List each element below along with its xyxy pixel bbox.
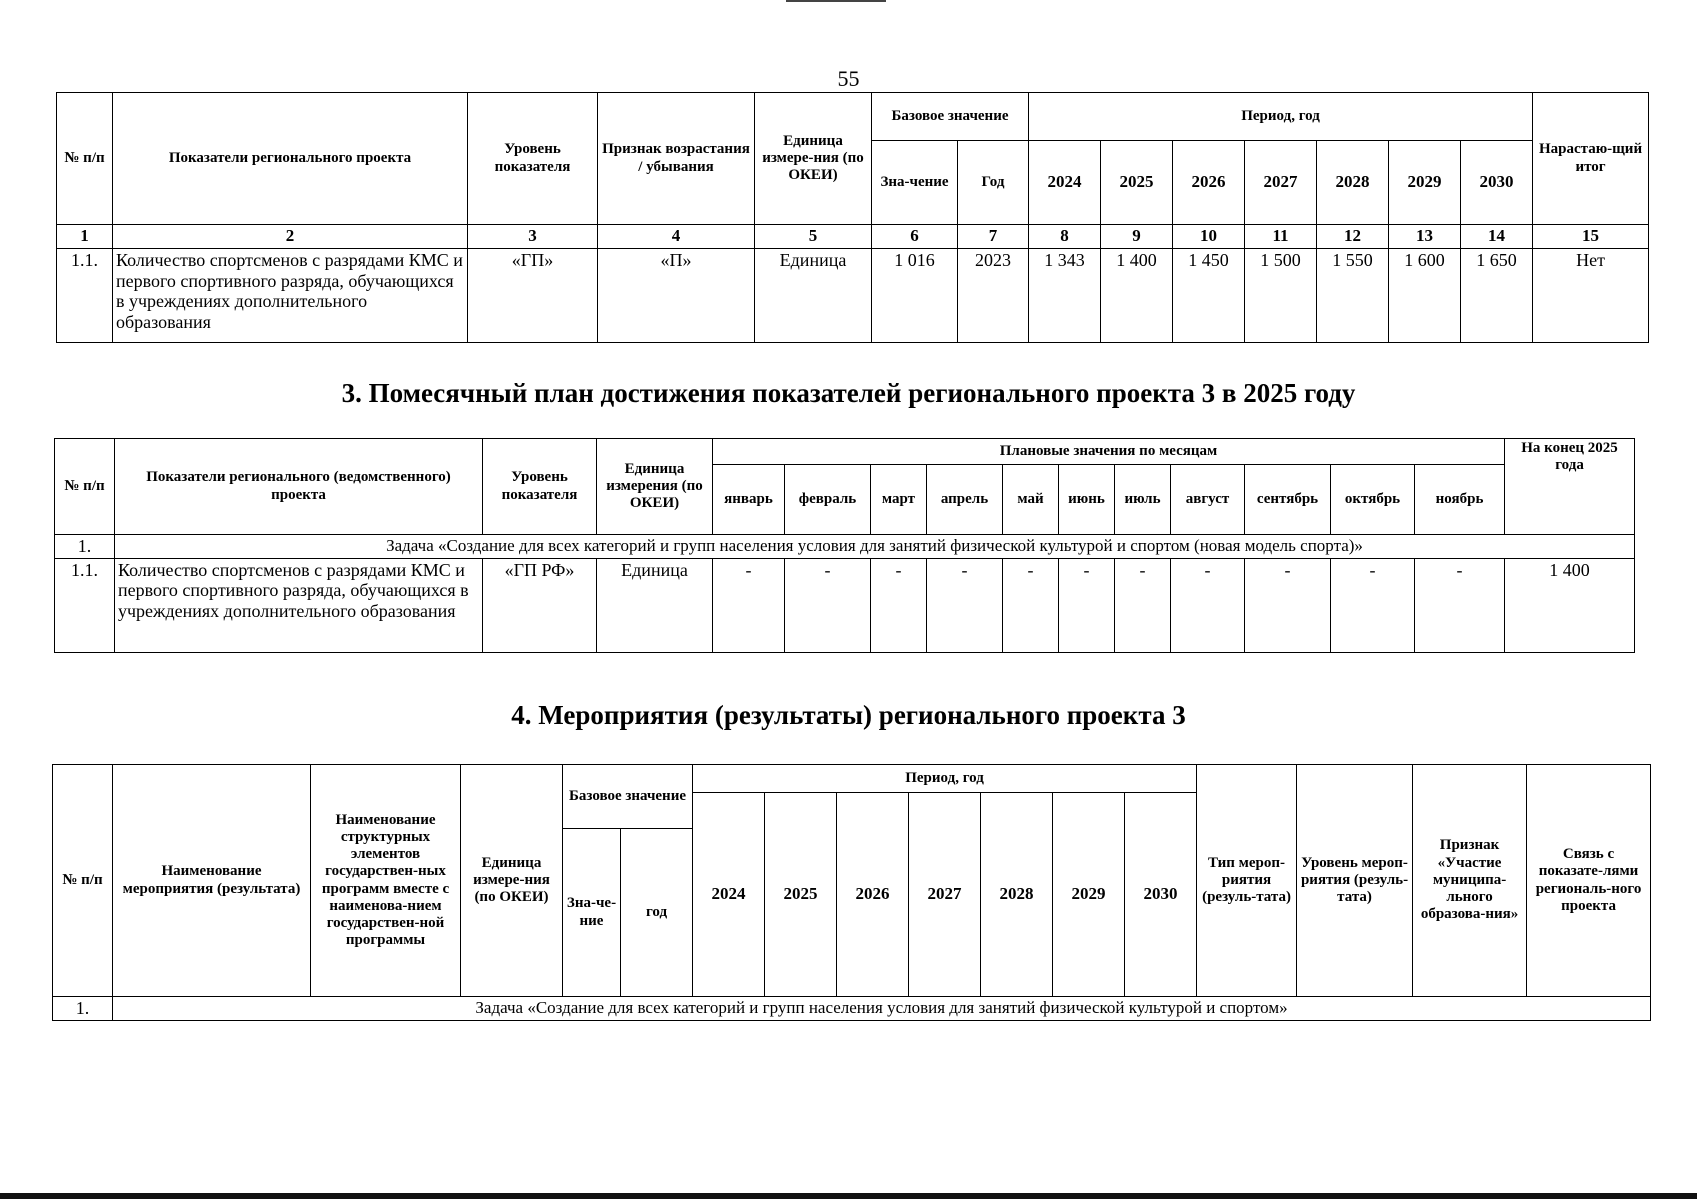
row-base-year: 2023 <box>958 249 1029 343</box>
row-month-value: - <box>927 558 1003 652</box>
header-month: январь <box>713 465 785 535</box>
column-number: 11 <box>1245 225 1317 249</box>
column-number: 3 <box>468 225 598 249</box>
column-number: 12 <box>1317 225 1389 249</box>
header-month: ноябрь <box>1415 465 1505 535</box>
top-edge-line <box>786 0 886 2</box>
header-year: 2027 <box>909 793 981 997</box>
header-year: 2030 <box>1461 141 1533 225</box>
header-year: 2029 <box>1389 141 1461 225</box>
header-period: Период, год <box>693 765 1197 793</box>
header-unit: Единица измере-ния (по ОКЕИ) <box>461 765 563 997</box>
column-number: 1 <box>57 225 113 249</box>
header-year: 2028 <box>1317 141 1389 225</box>
column-number: 2 <box>113 225 468 249</box>
header-end: На конец 2025 года <box>1505 439 1635 535</box>
header-level: Уровень показателя <box>483 439 597 535</box>
bottom-edge-line <box>0 1193 1697 1199</box>
header-base-value: Зна-че-ние <box>563 829 621 997</box>
row-unit: Единица <box>597 558 713 652</box>
activities-table <box>52 764 1651 1021</box>
header-month: июль <box>1115 465 1171 535</box>
row-end-value: 1 400 <box>1505 558 1635 652</box>
header-indicator: Показатели регионального (ведомственного) проекта <box>115 439 483 535</box>
row-month-value: - <box>713 558 785 652</box>
row-unit: Единица <box>755 249 872 343</box>
header-month: май <box>1003 465 1059 535</box>
row-year-value: 1 500 <box>1245 249 1317 343</box>
row-month-value: - <box>1331 558 1415 652</box>
header-year: 2024 <box>1029 141 1101 225</box>
header-month: март <box>871 465 927 535</box>
task-num: 1. <box>53 997 113 1021</box>
column-number: 4 <box>598 225 755 249</box>
task-text: Задача «Создание для всех категорий и групп населения условия для занятий физической культурой и спортом» <box>113 997 1651 1021</box>
row-month-value: - <box>785 558 871 652</box>
column-number: 9 <box>1101 225 1173 249</box>
row-indicator: Количество спортсменов с разрядами КМС и первого спортивного разряда, обучающихся в учреждениях дополнительного образования <box>115 558 483 652</box>
column-number: 6 <box>872 225 958 249</box>
column-number: 13 <box>1389 225 1461 249</box>
indicators-table <box>56 92 1649 343</box>
header-year: 2029 <box>1053 793 1125 997</box>
column-number: 15 <box>1533 225 1649 249</box>
header-period: Период, год <box>1029 93 1533 141</box>
table-row <box>57 249 1649 343</box>
header-type: Тип мероп-риятия (резуль-тата) <box>1197 765 1297 997</box>
column-number: 8 <box>1029 225 1101 249</box>
row-month-value: - <box>1171 558 1245 652</box>
header-indicator: Показатели регионального проекта <box>113 93 468 225</box>
header-year: 2026 <box>1173 141 1245 225</box>
header-level: Уровень мероп-риятия (резуль-тата) <box>1297 765 1413 997</box>
header-link: Связь с показате-лями региональ-ного проекта <box>1527 765 1651 997</box>
header-year: 2027 <box>1245 141 1317 225</box>
row-sign: «П» <box>598 249 755 343</box>
header-year: 2025 <box>1101 141 1173 225</box>
header-year: 2026 <box>837 793 909 997</box>
task-num: 1. <box>55 535 115 559</box>
header-municipal: Признак «Участие муниципа-льного образова-ния» <box>1413 765 1527 997</box>
header-unit: Единица измере-ния (по ОКЕИ) <box>755 93 872 225</box>
row-cumulative: Нет <box>1533 249 1649 343</box>
row-level: «ГП» <box>468 249 598 343</box>
row-base-value: 1 016 <box>872 249 958 343</box>
header-base-value: Зна-чение <box>872 141 958 225</box>
header-base-year: Год <box>958 141 1029 225</box>
column-number: 5 <box>755 225 872 249</box>
row-year-value: 1 450 <box>1173 249 1245 343</box>
table-row <box>55 558 1635 652</box>
row-year-value: 1 650 <box>1461 249 1533 343</box>
header-unit: Единица измерения (по ОКЕИ) <box>597 439 713 535</box>
row-year-value: 1 343 <box>1029 249 1101 343</box>
row-month-value: - <box>1245 558 1331 652</box>
header-year: 2024 <box>693 793 765 997</box>
header-base: Базовое значение <box>563 765 693 829</box>
header-base: Базовое значение <box>872 93 1029 141</box>
header-num: № п/п <box>53 765 113 997</box>
row-month-value: - <box>1415 558 1505 652</box>
header-structural: Наименование структурных элементов государствен-ных программ вместе с наименова-нием государствен-ной программы <box>311 765 461 997</box>
header-cumulative: Нарастаю-щий итог <box>1533 93 1649 225</box>
header-month: февраль <box>785 465 871 535</box>
column-number: 7 <box>958 225 1029 249</box>
row-year-value: 1 600 <box>1389 249 1461 343</box>
row-month-value: - <box>1059 558 1115 652</box>
page-number: 55 <box>837 66 860 91</box>
header-month: август <box>1171 465 1245 535</box>
monthly-plan-table <box>54 438 1635 653</box>
row-month-value: - <box>871 558 927 652</box>
section-4-title: 4. Мероприятия (результаты) регионального проекта 3 <box>511 700 1186 730</box>
header-num: № п/п <box>55 439 115 535</box>
task-text: Задача «Создание для всех категорий и групп населения условия для занятий физической культурой и спортом (новая модель спорта)» <box>115 535 1635 559</box>
row-num: 1.1. <box>57 249 113 343</box>
row-year-value: 1 550 <box>1317 249 1389 343</box>
header-month: июнь <box>1059 465 1115 535</box>
row-month-value: - <box>1003 558 1059 652</box>
column-number: 14 <box>1461 225 1533 249</box>
header-num: № п/п <box>57 93 113 225</box>
column-number: 10 <box>1173 225 1245 249</box>
row-month-value: - <box>1115 558 1171 652</box>
header-year: 2028 <box>981 793 1053 997</box>
header-level: Уровень показателя <box>468 93 598 225</box>
header-name: Наименование мероприятия (результата) <box>113 765 311 997</box>
header-sign: Признак возрастания / убывания <box>598 93 755 225</box>
header-base-year: год <box>621 829 693 997</box>
row-num: 1.1. <box>55 558 115 652</box>
header-month: сентябрь <box>1245 465 1331 535</box>
header-month: апрель <box>927 465 1003 535</box>
header-month: октябрь <box>1331 465 1415 535</box>
header-year: 2025 <box>765 793 837 997</box>
row-year-value: 1 400 <box>1101 249 1173 343</box>
row-indicator: Количество спортсменов с разрядами КМС и первого спортивного разряда, обучающихся в учреждениях дополнительного образования <box>113 249 468 343</box>
header-year: 2030 <box>1125 793 1197 997</box>
header-planned: Плановые значения по месяцам <box>713 439 1505 465</box>
row-level: «ГП РФ» <box>483 558 597 652</box>
section-3-title: 3. Помесячный план достижения показателей регионального проекта 3 в 2025 году <box>341 378 1356 408</box>
